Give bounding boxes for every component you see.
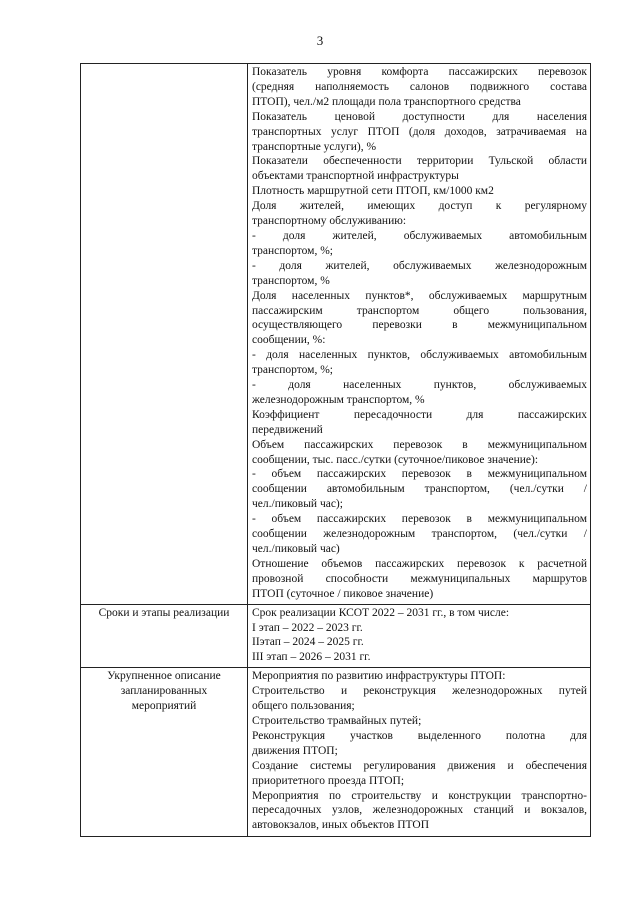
text-line: транспортных услуг ПТОП (доля доходов, затрачиваемая на: [252, 125, 587, 138]
text-line: железнодорожным транспортом, %: [252, 393, 425, 406]
paragraph: [252, 184, 587, 199]
text-line: Создание системы регулирования движения и обеспечения: [252, 759, 587, 772]
text-line: Строительство трамвайных путей;: [252, 714, 422, 727]
text-line: (средняя наполняемость салонов подвижного состава: [252, 80, 587, 93]
text-line: чел./пиковый час);: [252, 498, 343, 511]
text-line: ПТОП (суточное / пиковое значение): [252, 587, 434, 600]
text-line: Показатель ценовой доступности для населения: [252, 110, 587, 123]
paragraph: [252, 110, 587, 155]
row-label-line: Укрупненное описание: [107, 670, 221, 683]
paragraph: [252, 229, 587, 259]
paragraph: [252, 650, 587, 665]
paragraph: [252, 199, 587, 229]
text-line: Коэффициент пересадочности для пассажирских: [252, 408, 587, 421]
text-line: Отношение объемов пассажирских перевозок к расчетной: [252, 557, 587, 570]
text-line: автовокзалов, иных объектов ПТОП: [252, 819, 430, 832]
text-line: Показатели обеспеченности территории Тульской области: [252, 155, 587, 168]
text-line: объектами транспортной инфраструктуры: [252, 170, 459, 183]
paragraph: [252, 438, 587, 468]
paragraph: [252, 348, 587, 378]
paragraph: [252, 259, 587, 289]
text-line: чел./пиковый час): [252, 543, 340, 555]
label-cell-events: [81, 668, 248, 837]
content-cell-terms: [248, 604, 591, 668]
text-line: транспортом, %;: [252, 244, 333, 257]
label-cell-terms: [81, 604, 248, 668]
paragraph: [252, 789, 587, 834]
text-line: приоритетного проезда ПТОП;: [252, 774, 405, 787]
text-line: I этап – 2022 – 2023 гг.: [252, 621, 363, 634]
paragraph: [252, 684, 587, 714]
paragraph: [252, 408, 587, 438]
paragraph: [252, 759, 587, 789]
text-line: Объем пассажирских перевозок в межмуниципальном: [252, 438, 587, 451]
table-row-terms: [81, 604, 591, 668]
text-line: сообщении автомобильным транспортом, (чел./сутки /: [252, 483, 587, 496]
content-cell-indicators: [248, 64, 591, 605]
paragraph: [252, 512, 587, 557]
paragraph: [252, 729, 587, 759]
text-line: III этап – 2026 – 2031 гг.: [252, 651, 371, 664]
page-number: 3: [316, 33, 324, 48]
text-line: сообщении железнодорожным транспортом, (чел./сутки /: [252, 528, 587, 541]
text-line: Доля жителей, имеющих доступ к регулярному: [252, 200, 587, 213]
text-line: - объем пассажирских перевозок в межмуниципальном: [252, 468, 587, 481]
text-line: - объем пассажирских перевозок в межмуниципальном: [252, 513, 587, 526]
text-line: Доля населенных пунктов*, обслуживаемых маршрутным: [252, 289, 587, 302]
text-line: транспортом, %;: [252, 364, 333, 377]
text-line: транспортом, %: [252, 274, 330, 287]
text-line: ПТОП), чел./м2 площади пола транспортного средства: [252, 95, 521, 108]
row-label-line: мероприятий: [131, 700, 197, 713]
text-line: осуществляющего перевозки в межмуниципальном: [252, 319, 587, 332]
text-line: сообщении, тыс. пасс./сутки (суточное/пиковое значение):: [252, 453, 539, 466]
paragraph: [252, 606, 587, 621]
row-label-line: Сроки и этапы реализации: [98, 606, 230, 619]
paragraph: [252, 65, 587, 110]
paragraph: [252, 557, 587, 602]
text-line: - доля населенных пунктов, обслуживаемых: [252, 379, 587, 392]
text-line: Мероприятия по развитию инфраструктуры ПТОП:: [252, 670, 506, 683]
paragraph: [252, 714, 587, 729]
passport-table: [80, 63, 591, 837]
text-line: Мероприятия по строительству и конструкции транспортно-: [252, 789, 587, 802]
paragraph: [252, 635, 587, 650]
text-line: Плотность маршрутной сети ПТОП, км/1000 км2: [252, 185, 494, 198]
text-line: - доля жителей, обслуживаемых железнодорожным: [252, 259, 587, 272]
text-line: пересадочных узлов, железнодорожных станций и вокзалов,: [252, 804, 587, 817]
text-line: транспортные услуги), %: [252, 140, 377, 153]
text-line: - доля населенных пунктов, обслуживаемых автомобильным: [252, 349, 587, 362]
text-line: Строительство и реконструкция железнодорожных путей: [252, 685, 587, 698]
text-line: пассажирским транспортом общего пользования,: [252, 304, 587, 317]
text-line: провозной способности межмуниципальных маршрутов: [252, 572, 587, 585]
paragraph: [252, 378, 587, 408]
paragraph: [252, 621, 587, 636]
text-line: общего пользования;: [252, 700, 355, 713]
paragraph: [252, 154, 587, 184]
paragraph: [252, 289, 587, 349]
text-line: Срок реализации КСОТ 2022 – 2031 гг., в том числе:: [252, 606, 510, 619]
paragraph: [252, 467, 587, 512]
table-row-indicators: [81, 64, 591, 605]
text-line: движения ПТОП;: [252, 744, 338, 757]
text-line: передвижений: [252, 423, 323, 436]
text-line: сообщении, %:: [252, 334, 326, 347]
content-cell-events: [248, 668, 591, 837]
row-label-line: запланированных: [120, 685, 208, 698]
table-row-events: [81, 668, 591, 837]
text-line: IIэтап – 2024 – 2025 гг.: [252, 636, 364, 649]
text-line: Показатель уровня комфорта пассажирских перевозок: [252, 66, 587, 78]
text-line: Реконструкция участков выделенного полотна для: [252, 729, 587, 742]
label-cell-indicators: [81, 64, 248, 605]
text-line: - доля жителей, обслуживаемых автомобильным: [252, 229, 587, 242]
paragraph: [252, 669, 587, 684]
text-line: транспортному обслуживанию:: [252, 215, 407, 228]
